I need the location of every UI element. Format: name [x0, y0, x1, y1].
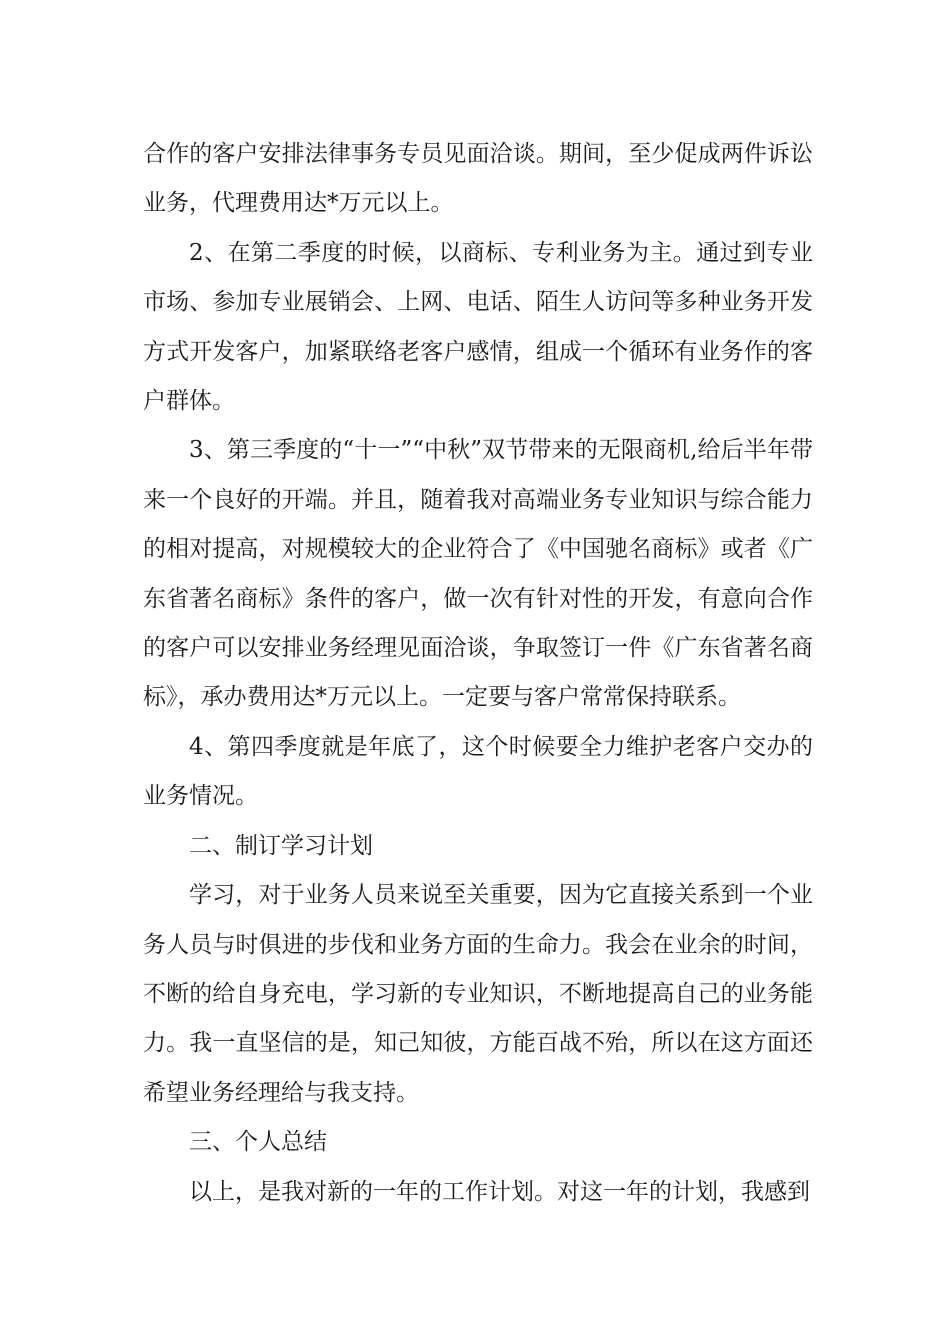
- document-body: [143, 130, 813, 1217]
- paragraph-personal-summary: 以上，是我对新的一年的工作计划。对这一年的计划，我感到: [189, 1178, 810, 1205]
- paragraph-fourth-quarter: 4、第四季度就是年底了，这个时候要全力维护老客户交办的业务情况。: [143, 733, 813, 810]
- paragraph-study-plan: 学习，对于业务人员来说至关重要，因为它直接关系到一个业务人员与时俱进的步伐和业务方面的生命力。我会在业余的时间，不断的给自身充电，学习新的专业知识，不断地提高自己的业务能力。我一直坚信的是，知己知彼，方能百战不殆，所以在这方面还希望业务经理给与我支持。: [143, 882, 813, 1106]
- paragraph-third-quarter: 3、第三季度的“十一”“中秋”双节带来的无限商机,给后半年带来一个良好的开端。并且，随着我对高端业务专业知识与综合能力的相对提高，对规模较大的企业符合了《中国驰名商标》或者《广东省著名商标》条件的客户，做一次有针对性的开发，有意向合作的客户可以安排业务经理见面洽谈，争取签订一件《广东省著名商标》，承办费用达*万元以上。一定要与客户常常保持联系。: [143, 437, 813, 711]
- heading-personal-summary: 三、个人总结: [189, 1129, 327, 1156]
- heading-study-plan: 二、制订学习计划: [189, 832, 373, 859]
- paragraph-continued-intro: 合作的客户安排法律事务专员见面洽谈。期间，至少促成两件诉讼业务，代理费用达*万元以上。: [143, 141, 813, 217]
- paragraph-second-quarter: 2、在第二季度的时候，以商标、专利业务为主。通过到专业市场、参加专业展销会、上网、电话、陌生人访问等多种业务开发方式开发客户，加紧联络老客户感情，组成一个循环有业务作的客户群体。: [143, 239, 813, 415]
